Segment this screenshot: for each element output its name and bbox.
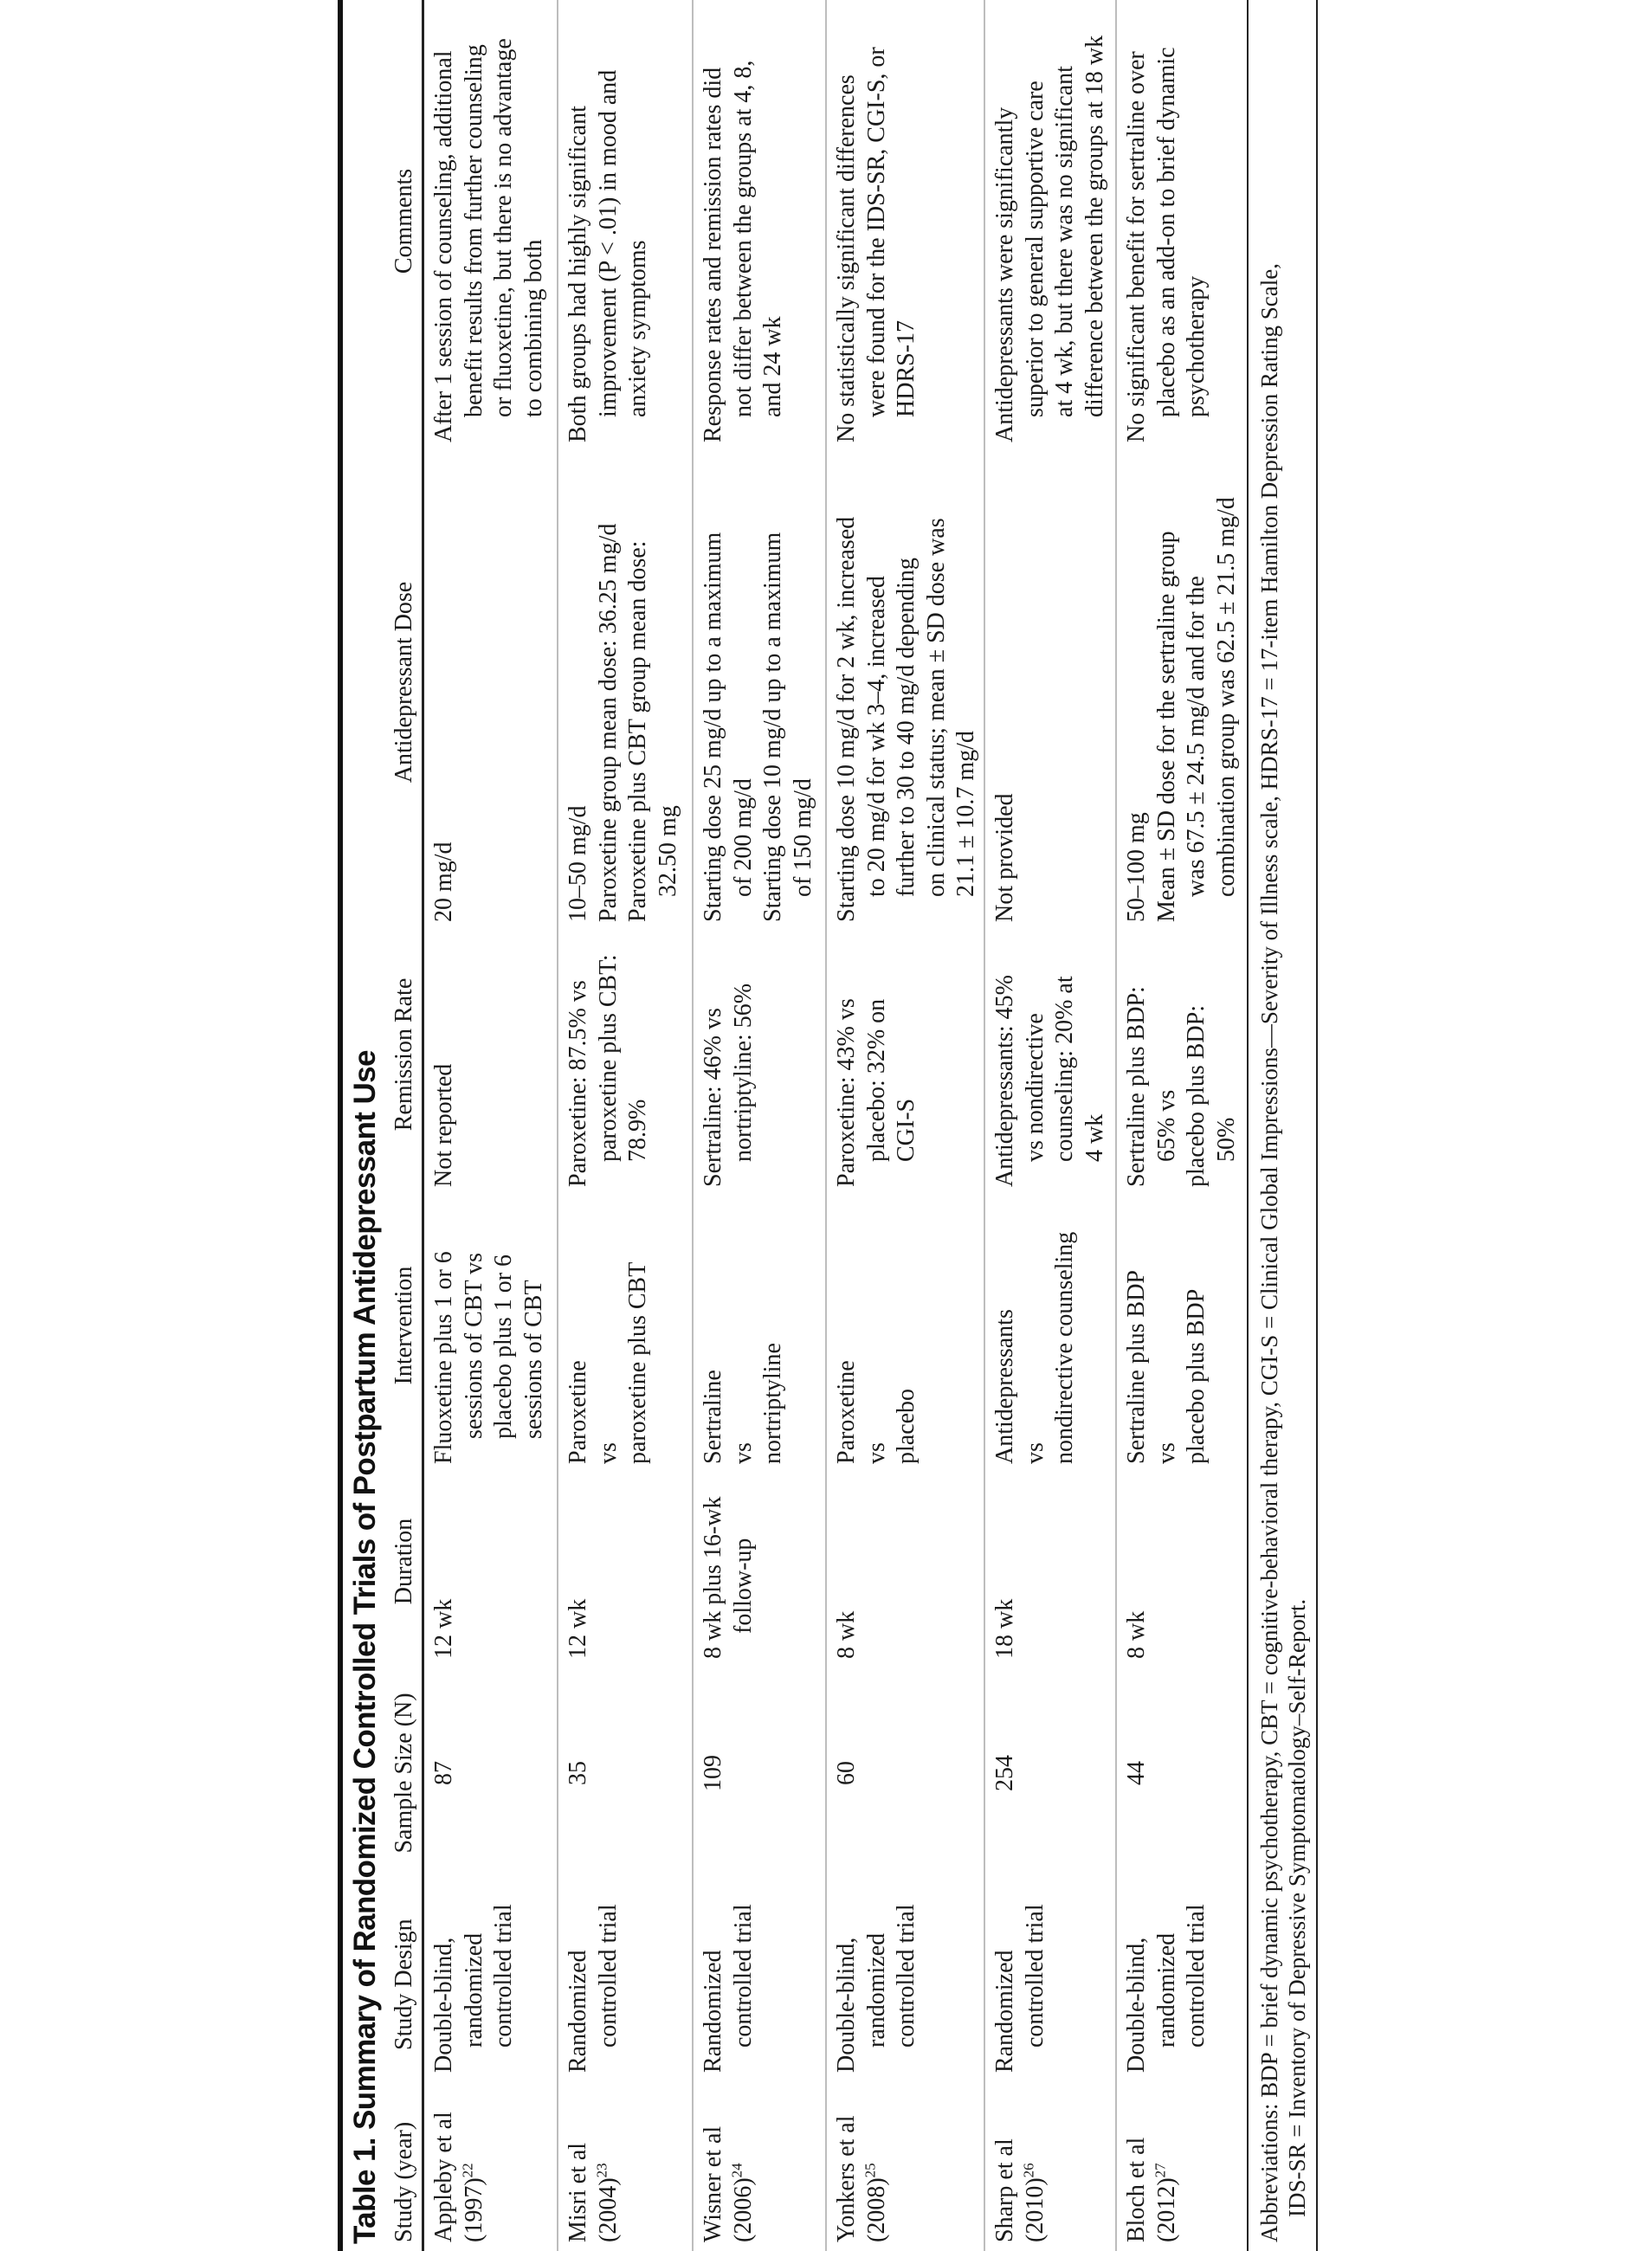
study-year-line: [594, 2073, 624, 2242]
remission-rate-line: Sertraline: 46% vs: [700, 1008, 726, 1187]
intervention-line: vs: [729, 1442, 757, 1464]
comments-line: No statistically significant differences: [833, 74, 860, 442]
table-row: [558, 0, 694, 2251]
cell-duration: [1122, 1464, 1152, 1659]
intervention-line: Fluoxetine plus 1 or 6: [430, 1251, 457, 1464]
intervention-line: placebo plus 1 or 6: [490, 1254, 517, 1439]
intervention-line: Paroxetine: [833, 1360, 860, 1464]
antidepressant-dose-line: 20 mg/d: [430, 842, 457, 922]
comments-line: placebo as an add-on to brief dynamic: [1152, 47, 1180, 417]
cell-study: [429, 2073, 489, 2242]
comments-line: Both groups had highly significant: [565, 106, 591, 442]
antidepressant-dose-line: of 150 mg/d: [789, 778, 816, 897]
remission-rate-line: Paroxetine: 87.5% vs: [565, 980, 591, 1187]
sample-size-value: 254: [991, 1755, 1018, 1791]
intervention-line: Sertraline: [700, 1370, 726, 1464]
cell-study: [991, 2073, 1050, 2242]
intervention-line: Sertraline plus BDP: [1123, 1270, 1150, 1464]
reference-number: 22: [459, 2163, 476, 2178]
cell-intervention: [429, 1187, 549, 1464]
cell-duration: [429, 1464, 460, 1659]
antidepressant-dose-line: Paroxetine plus CBT group mean dose:: [624, 540, 651, 922]
rotated-table-page: [338, 0, 1320, 2251]
study-year: (2008): [862, 2177, 890, 2242]
reference-number: 26: [1020, 2163, 1037, 2178]
table-row: [694, 0, 827, 2251]
remission-rate-line: counseling: 20% at: [1051, 976, 1078, 1162]
study-year-line: [1152, 2073, 1183, 2242]
study-year: (2006): [729, 2177, 757, 2242]
study-name: Yonkers et al: [833, 2115, 860, 2242]
cell-sample-size: [699, 1659, 729, 1887]
intervention-line: vs: [1152, 1442, 1180, 1464]
remission-rate-line: CGI-S: [893, 1098, 920, 1162]
cell-sample-size: [1122, 1659, 1152, 1887]
cell-sample-size: [564, 1659, 594, 1887]
cell-antidepressant-dose: [991, 442, 1021, 922]
remission-rate-line: Antidepressants: 45%: [991, 975, 1018, 1187]
cell-antidepressant-dose: [564, 442, 683, 922]
antidepressant-dose-line: 21.1 ± 10.7 mg/d: [952, 731, 979, 897]
comments-line: and 24 wk: [759, 316, 786, 417]
table-row: [424, 0, 558, 2251]
antidepressant-dose-line: Mean ± SD dose for the sertraline group: [1152, 531, 1180, 922]
footnote-line: Abbreviations: BDP = brief dynamic psychotherapy, CBT = cognitive-behavioral therapy, CGI-S = Clinical Global Impressions—Severity of Illness scale, HDRS-17 = 17-item Hamilton Depression Rating Scale,: [1256, 263, 1282, 2242]
comments-line: No significant benefit for sertraline over: [1123, 51, 1150, 442]
design-line: Double-blind,: [430, 1937, 457, 2073]
cell-duration: [832, 1464, 862, 1659]
antidepressant-dose-line: Paroxetine group mean dose: 36.25 mg/d: [594, 523, 622, 922]
remission-rate-line: Paroxetine: 43% vs: [833, 998, 860, 1187]
intervention-line: nortriptyline: [759, 1343, 786, 1464]
study-name: Sharp et al: [991, 2138, 1018, 2242]
footnote-line: IDS-SR = Inventory of Depressive Symptomatology–Self-Report.: [1284, 1598, 1310, 2217]
design-line: Randomized: [700, 1950, 726, 2073]
remission-rate-line: vs nondirective: [1021, 1013, 1049, 1162]
intervention-line: sessions of CBT vs: [460, 1253, 487, 1439]
cell-remission-rate: [699, 922, 758, 1187]
remission-rate-line: 4 wk: [1081, 1113, 1108, 1162]
header-intervention: Intervention: [390, 1266, 417, 1385]
table-row: [985, 0, 1117, 2251]
remission-rate-line: placebo plus BDP:: [1183, 1005, 1210, 1187]
intervention-line: vs: [862, 1442, 890, 1464]
study-name: Appleby et al: [430, 2112, 457, 2242]
study-name: Misri et al: [565, 2142, 591, 2242]
antidepressant-dose-line: 50–100 mg: [1123, 812, 1150, 922]
top-rule: [338, 0, 343, 2251]
remission-rate-line: 65% vs: [1152, 1089, 1180, 1162]
header-comments: Comments: [390, 168, 417, 274]
duration-line: 12 wk: [430, 1598, 457, 1659]
cell-antidepressant-dose: [832, 442, 982, 922]
antidepressant-dose-line: Not provided: [991, 793, 1018, 922]
duration-line: 18 wk: [991, 1598, 1018, 1659]
cell-intervention: [699, 1187, 789, 1464]
cell-sample-size: [832, 1659, 862, 1887]
antidepressant-dose-line: 32.50 mg: [654, 805, 681, 897]
remission-rate-line: nortriptyline: 56%: [729, 983, 757, 1162]
duration-line: 8 wk: [833, 1610, 860, 1659]
reference-number: 25: [861, 2163, 879, 2178]
study-year: (1997): [460, 2177, 487, 2242]
intervention-line: placebo plus BDP: [1183, 1288, 1210, 1464]
cell-design: [1122, 1887, 1212, 2073]
header-remission-rate: Remission Rate: [390, 977, 417, 1132]
remission-rate-line: Not reported: [430, 1063, 457, 1187]
intervention-line: placebo: [893, 1388, 920, 1464]
antidepressant-dose-line: to 20 mg/d for wk 3–4, increased: [862, 576, 890, 897]
header-design: Study Design: [390, 1919, 417, 2050]
sample-size-value: 87: [430, 1761, 457, 1785]
study-name: Wisner et al: [700, 2125, 726, 2242]
intervention-line: vs: [594, 1442, 622, 1464]
study-year: (2010): [1021, 2177, 1049, 2242]
cell-intervention: [564, 1187, 654, 1464]
intervention-line: Paroxetine: [565, 1360, 591, 1464]
comments-line: were found for the IDS-SR, CGI-S, or: [862, 47, 890, 417]
sample-size-value: 44: [1123, 1761, 1150, 1785]
cell-comments: [564, 0, 654, 442]
cell-design: [832, 1887, 922, 2073]
duration-line: 8 wk plus 16-wk: [700, 1496, 726, 1659]
design-line: Double-blind,: [833, 1937, 860, 2073]
remission-rate-line: placebo: 32% on: [862, 998, 890, 1162]
study-year-line: [1021, 2073, 1051, 2242]
cell-antidepressant-dose: [699, 442, 818, 922]
reference-number: 24: [728, 2163, 745, 2178]
comments-line: to combining both: [519, 239, 547, 417]
cell-remission-rate: [991, 922, 1110, 1187]
sample-size-value: 60: [833, 1761, 860, 1785]
study-year: (2004): [594, 2177, 622, 2242]
comments-line: anxiety symptoms: [624, 240, 651, 417]
design-line: Randomized: [565, 1950, 591, 2073]
antidepressant-dose-line: Starting dose 10 mg/d for 2 wk, increased: [833, 516, 860, 922]
design-line: controlled trial: [594, 1904, 622, 2048]
cell-comments: [1122, 0, 1212, 442]
antidepressant-dose-line: was 67.5 ± 24.5 mg/d and for the: [1183, 576, 1210, 897]
study-name: Bloch et al: [1123, 2137, 1150, 2242]
antidepressant-dose-line: of 200 mg/d: [729, 778, 757, 897]
antidepressant-dose-line: Starting dose 25 mg/d up to a maximum: [700, 532, 726, 922]
comments-line: Antidepressants were significantly: [991, 106, 1018, 442]
design-line: controlled trial: [893, 1904, 920, 2048]
design-line: controlled trial: [490, 1904, 517, 2048]
table-row: [827, 0, 985, 2251]
remission-rate-line: 78.9%: [624, 1099, 651, 1162]
cell-antidepressant-dose: [429, 442, 460, 922]
design-line: Double-blind,: [1123, 1937, 1150, 2073]
comments-line: or fluoxetine, but there is no advantage: [490, 38, 517, 417]
comments-line: not differ between the groups at 4, 8,: [729, 60, 757, 417]
sample-size-value: 109: [700, 1755, 726, 1791]
design-line: controlled trial: [1021, 1904, 1049, 2048]
reference-number: 27: [1152, 2163, 1169, 2178]
cell-comments: [991, 0, 1110, 442]
table-footnote: [1249, 0, 1318, 2251]
intervention-line: paroxetine plus CBT: [624, 1261, 651, 1464]
table-header-row: [386, 0, 424, 2251]
comments-line: at 4 wk, but there was no significant: [1051, 66, 1078, 417]
remission-rate-line: paroxetine plus CBT:: [594, 954, 622, 1162]
comments-line: difference between the groups at 18 wk: [1081, 35, 1108, 417]
cell-intervention: [832, 1187, 922, 1464]
duration-line: follow-up: [729, 1538, 757, 1634]
design-line: randomized: [460, 1932, 487, 2048]
study-year: (2012): [1152, 2177, 1180, 2242]
cell-design: [564, 1887, 623, 2073]
comments-line: psychotherapy: [1183, 275, 1210, 417]
cell-sample-size: [991, 1659, 1021, 1887]
antidepressant-dose-line: 10–50 mg/d: [565, 805, 591, 922]
cell-comments: [699, 0, 789, 442]
header-antidepressant-dose: Antidepressant Dose: [390, 581, 417, 784]
study-year-line: [460, 2073, 490, 2242]
antidepressant-dose-line: on clinical status; mean ± SD dose was: [922, 518, 950, 897]
antidepressant-dose-line: further to 30 to 40 mg/d depending: [893, 558, 920, 897]
comments-line: benefit results from further counseling: [460, 44, 487, 417]
cell-duration: [991, 1464, 1021, 1659]
intervention-line: Antidepressants: [991, 1309, 1018, 1464]
comments-line: HDRS-17: [893, 319, 920, 417]
intervention-line: nondirective counseling: [1051, 1231, 1078, 1464]
cell-study: [699, 2073, 758, 2242]
cell-intervention: [1122, 1187, 1212, 1464]
antidepressant-dose-line: Starting dose 10 mg/d up to a maximum: [759, 532, 786, 922]
reference-number: 23: [593, 2163, 610, 2178]
intervention-line: vs: [1021, 1442, 1049, 1464]
cell-sample-size: [429, 1659, 460, 1887]
antidepressant-dose-line: combination group was 62.5 ± 21.5 mg/d: [1212, 497, 1240, 897]
design-line: randomized: [862, 1932, 890, 2048]
cell-remission-rate: [832, 922, 922, 1187]
duration-line: 12 wk: [565, 1598, 591, 1659]
cell-comments: [429, 0, 549, 442]
cell-remission-rate: [429, 922, 460, 1187]
design-line: controlled trial: [729, 1904, 757, 2048]
cell-duration: [564, 1464, 594, 1659]
cell-comments: [832, 0, 922, 442]
cell-design: [991, 1887, 1050, 2073]
cell-duration: [699, 1464, 758, 1659]
cell-study: [1122, 2073, 1182, 2242]
remission-rate-line: Sertraline plus BDP:: [1123, 986, 1150, 1187]
cell-remission-rate: [1122, 922, 1242, 1187]
header-sample-size: Sample Size (N): [390, 1693, 417, 1854]
cell-study: [564, 2073, 623, 2242]
comments-line: improvement (P < .01) in mood and: [594, 69, 622, 417]
duration-line: 8 wk: [1123, 1610, 1150, 1659]
remission-rate-line: 50%: [1212, 1117, 1240, 1162]
cell-design: [699, 1887, 758, 2073]
header-duration: Duration: [390, 1518, 417, 1605]
cell-study: [832, 2073, 892, 2242]
cell-design: [429, 1887, 519, 2073]
table-row: [1117, 0, 1249, 2251]
design-line: Randomized: [991, 1950, 1018, 2073]
sample-size-value: 35: [565, 1761, 591, 1785]
comments-line: After 1 session of counseling, additional: [430, 50, 457, 442]
cell-antidepressant-dose: [1122, 442, 1242, 922]
comments-line: superior to general supportive care: [1021, 81, 1049, 417]
study-year-line: [729, 2073, 759, 2242]
cell-intervention: [991, 1187, 1081, 1464]
table-title: Table 1. Summary of Randomized Controlled Trials of Postpartum Antidepressant Use: [348, 1050, 382, 2244]
cell-remission-rate: [564, 922, 654, 1187]
header-study: Study (year): [390, 2121, 417, 2242]
intervention-line: sessions of CBT: [519, 1280, 547, 1439]
study-year-line: [862, 2073, 893, 2242]
comments-line: Response rates and remission rates did: [700, 67, 726, 442]
design-line: randomized: [1152, 1932, 1180, 2048]
design-line: controlled trial: [1183, 1904, 1210, 2048]
